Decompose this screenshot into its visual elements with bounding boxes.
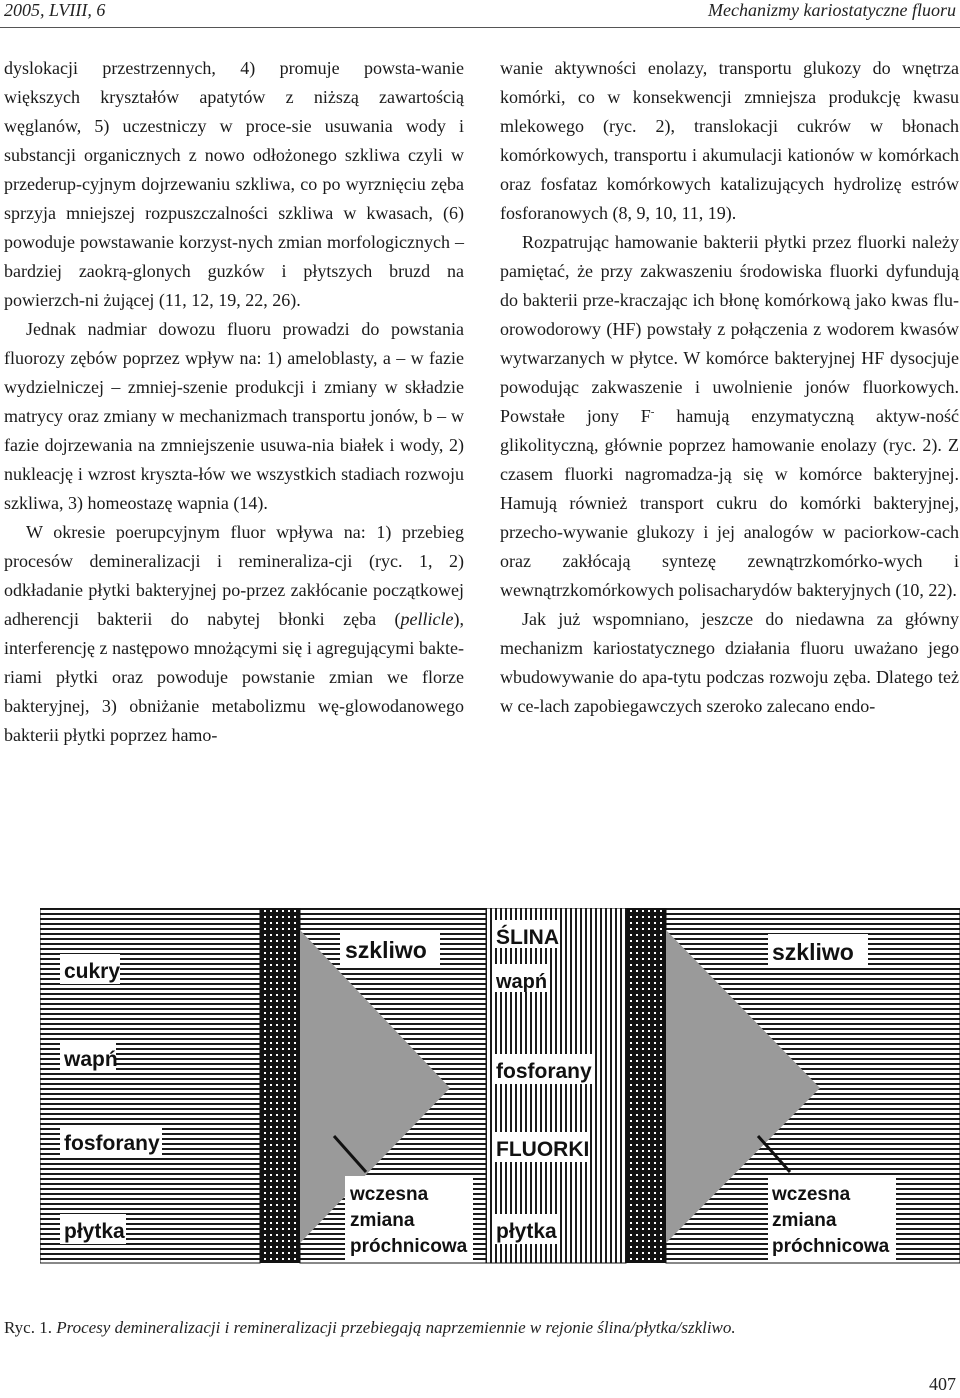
caption-text: Procesy demineralizacji i remineralizacji przebiegają naprzemiennie w rejonie ślina/płytka/szkliwo. xyxy=(56,1318,736,1337)
plaque-label: płytka xyxy=(64,1220,125,1243)
sugars-label: cukry xyxy=(64,960,121,983)
text-run: W okresie poerupcyjnym fluor wpływa na: 1) przebieg procesów demineralizacji i remineraliza-cji (ryc. 1, 2) odkładanie płytki bakteryjnej po-przez zakłócanie początkowej adherencji bakterii do nabytej błonki zęba ( xyxy=(4,522,464,629)
plaque-label: płytka xyxy=(496,1220,557,1243)
calcium-label: wapń xyxy=(64,1048,118,1071)
saliva-zone xyxy=(486,908,626,1263)
page-number: 407 xyxy=(929,1374,956,1394)
left-panel xyxy=(40,908,486,1263)
lesion-label-line-1: wczesna xyxy=(350,1184,429,1205)
enamel-label: szkliwo xyxy=(772,939,854,965)
enamel-label: szkliwo xyxy=(345,937,427,963)
phosphates-label: fosforany xyxy=(64,1132,160,1155)
running-header-title: Mechanizmy kariostatyczne fluoru xyxy=(708,0,956,20)
paragraph xyxy=(500,228,959,605)
paragraph: wanie aktywności enolazy, transportu glukozy do wnętrza komórki, co w konsekwencji zmniejsza produkcję kwasu mlekowego (ryc. 2), translokacji cukrów w błonach komórkowych, transportu i akumulacji kationów w komórkach oraz fosfataz komórkowych katalizujących hydrolizę estrów fosforanowych (8, 9, 10, 11, 19). xyxy=(500,58,959,223)
superscript: - xyxy=(650,406,655,418)
paragraph xyxy=(4,518,464,750)
right-panel xyxy=(486,908,960,1263)
lesion-label-line-2: zmiana xyxy=(350,1210,415,1231)
lesion-label-line-3: próchnicowa xyxy=(350,1236,468,1257)
text-run: ), interferencję z następowo mnożącymi się i agregującymi bakte-riami płytki oraz powoduje powstanie zmian we florze bakteryjnej, 3) obniżanie metabolizmu wę-glowodanowego bakterii płytki poprzez hamo- xyxy=(4,609,464,745)
saliva-label: ŚLINA xyxy=(496,926,559,949)
right-text-column xyxy=(500,54,959,721)
phosphates-label: fosforany xyxy=(496,1060,592,1083)
lesion-label-line-2: zmiana xyxy=(772,1210,837,1231)
paragraph: Jak już wspomniano, jeszcze do niedawna za główny mechanizm kariostatycznego działania fluoru uważano jego wbudowywanie do apa-tytu podczas rozwoju zęba. Dlatego też w ce-lach zapobiegawczych szeroko zalecano endo- xyxy=(500,609,959,716)
figure-diagram xyxy=(40,908,960,1268)
left-text-column xyxy=(4,54,464,750)
plaque-layer xyxy=(626,908,666,1263)
caption-number: Ryc. 1. xyxy=(4,1318,52,1337)
text-run: hamują enzymatyczną aktyw-ność glikolityczną, głównie poprzez hamowanie enolazy (ryc. 2). Z czasem fluorki nagromadza-ją się w komórce bakteryjnej. Hamują również transport cukru do komórki bakteryjnej, przecho-wywanie glukozy i jej analogów w paciorkow-cach oraz zakłócają syntezę zewnątrzkomórko-wych i wewnątrzkomórkowych polisacharydów bakteryjnych (10, 22). xyxy=(500,406,959,600)
lesion-label-line-3: próchnicowa xyxy=(772,1236,890,1257)
figure-caption xyxy=(4,1318,736,1338)
paragraph: Jednak nadmiar dowozu fluoru prowadzi do powstania fluorozy zębów poprzez wpływ na: 1) ameloblasty, a – w fazie wydzielniczej – zmniej-szenie produkcji i zmiany w składzie matrycy oraz zmiany w mechanizmach transportu jonów, b – w fazie dojrzewania na zmniejszenie usuwa-nia białek i wody, 2) nukleację i wzrost kryszta-łów we wszystkich stadiach rozwoju szkliwa, 3) homeostazę wapnia (14). xyxy=(4,319,464,513)
lesion-label-line-1: wczesna xyxy=(772,1184,851,1205)
figure-ryc-1 xyxy=(40,908,960,1268)
fluorides-label: FLUORKI xyxy=(496,1138,590,1161)
italic-term: pellicle xyxy=(400,609,454,629)
running-header-issue: 2005, LVIII, 6 xyxy=(4,0,106,20)
header-rule xyxy=(0,27,960,28)
text-run: Rozpatrując hamowanie bakterii płytki przez fluorki należy pamiętać, że przy zakwaszeniu środowiska fluorki dyfundują do bakterii prze-kraczając ich błonę komórkową jako kwas flu-orowodorowy (HF) powstały z połączenia z wodorem kwasów wytwarzanych w płytce. W komórce bakteryjnej HF dysocjuje powodując zakwaszenie i uwolnienie jonów fluorkowych. Powstałe jony F xyxy=(500,232,959,426)
calcium-label: wapń xyxy=(496,971,548,993)
plaque-layer xyxy=(260,908,300,1263)
paragraph: dyslokacji przestrzennych, 4) promuje powsta-wanie większych kryształów apatytów z niższą zawartością węglanów, 5) uczestniczy w proce-sie usuwania wody i substancji organicznych z nowo odłożonego szkliwa czyli w przederup-cyjnym dojrzewaniu szkliwa, co po wyrznięciu zęba sprzyja mniejszej rozpuszczalności szkliwa w kwasach, (6) powoduje powstawanie korzyst-nych zmian morfologicznych – bardziej zaokrą-glonych guzków i płytszych bruzd na powierzch-ni żującej (11, 12, 19, 22, 26). xyxy=(4,58,464,310)
